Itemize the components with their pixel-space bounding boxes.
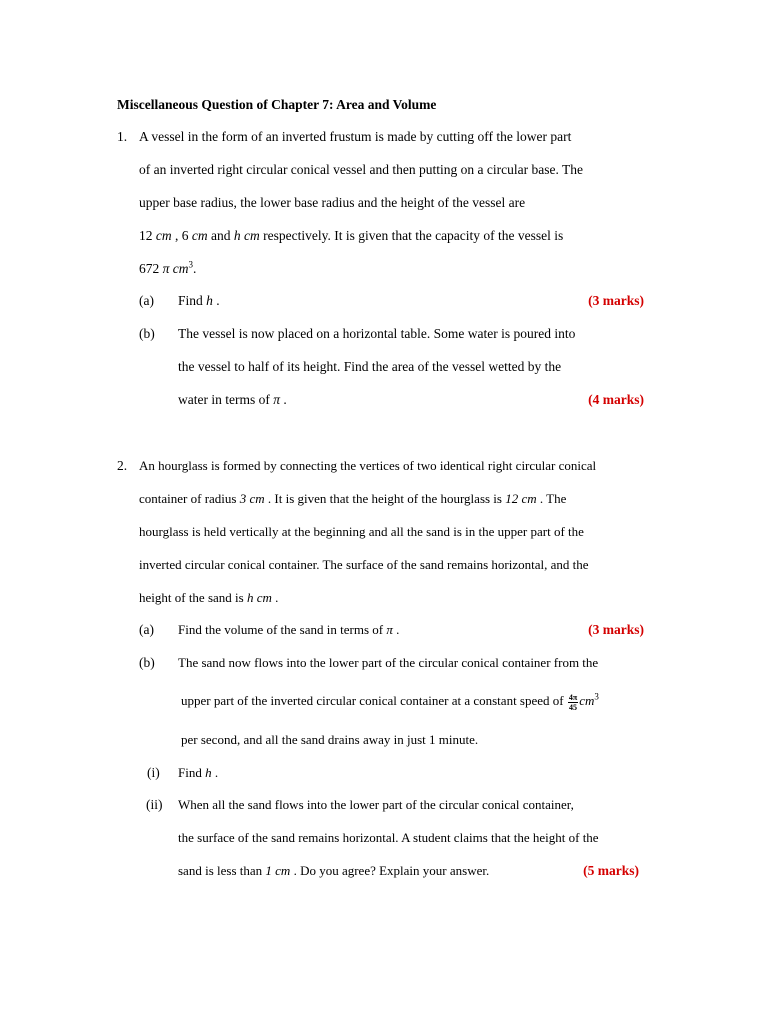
q2bii-line-3: sand is less than 1 cm . Do you agree? Explain your answer.	[178, 863, 490, 878]
q2a-text: Find the volume of the sand in terms of π .	[178, 622, 400, 637]
q2a-label: (a)	[139, 622, 154, 637]
q2-line-5: height of the sand is h cm .	[139, 590, 279, 605]
q2bi-text: Find h .	[178, 765, 219, 780]
q1-line-1: A vessel in the form of an inverted frustum is made by cutting off the lower part	[139, 129, 572, 144]
q1b-label: (b)	[139, 326, 155, 341]
q2bii-line-1: When all the sand flows into the lower part of the circular conical container,	[178, 797, 574, 812]
q2-line-3: hourglass is held vertically at the beginning and all the sand is in the upper part of the	[139, 524, 584, 539]
q1b-line-2: the vessel to half of its height. Find the area of the vessel wetted by the	[178, 359, 562, 374]
q2b-line-2: upper part of the inverted circular conical container at a constant speed of $\frac{4\pi}{45}$ $cm^3$	[181, 691, 599, 712]
q2bii-label: (ii)	[146, 797, 163, 812]
q2a-marks: (3 marks)	[588, 622, 644, 637]
q1-line-5: 672 π $cm^3$.	[139, 259, 197, 276]
speed-fraction: $\frac{4\pi}{45}$	[568, 692, 578, 712]
q1b-line-3: water in terms of π .	[178, 392, 287, 407]
q1a-marks: (3 marks)	[588, 293, 644, 308]
q1a-text: Find h .	[178, 293, 220, 308]
q1a-label: (a)	[139, 293, 154, 308]
q1b-line-1: The vessel is now placed on a horizontal table. Some water is poured into	[178, 326, 576, 341]
q2bii-line-2: the surface of the sand remains horizontal. A student claims that the height of the	[178, 830, 599, 845]
q2b-line-3: per second, and all the sand drains away in just 1 minute.	[181, 732, 479, 747]
q1-line-4: 12 cm , 6 cm and h cm respectively. It is given that the capacity of the vessel is	[139, 228, 564, 243]
q1-line-2: of an inverted right circular conical vessel and then putting on a circular base. The	[139, 162, 583, 177]
q2b-line-1: The sand now flows into the lower part of the circular conical container from the	[178, 655, 599, 670]
q2bi-label: (i)	[147, 765, 160, 780]
question-1-number: 1.	[117, 129, 128, 144]
q2-line-1: An hourglass is formed by connecting the vertices of two identical right circular conical	[139, 458, 597, 473]
q1b-marks: (4 marks)	[588, 392, 644, 407]
q1-line-3: upper base radius, the lower base radius and the height of the vessel are	[139, 195, 526, 210]
question-2-number: 2.	[117, 458, 128, 473]
q2-line-2: container of radius 3 cm . It is given that the height of the hourglass is 12 cm . The	[139, 491, 567, 506]
q2bii-marks: (5 marks)	[583, 863, 639, 878]
page-title: Miscellaneous Question of Chapter 7: Area and Volume	[117, 97, 437, 112]
q2-line-4: inverted circular conical container. The surface of the sand remains horizontal, and the	[139, 557, 589, 572]
q2b-label: (b)	[139, 655, 155, 670]
